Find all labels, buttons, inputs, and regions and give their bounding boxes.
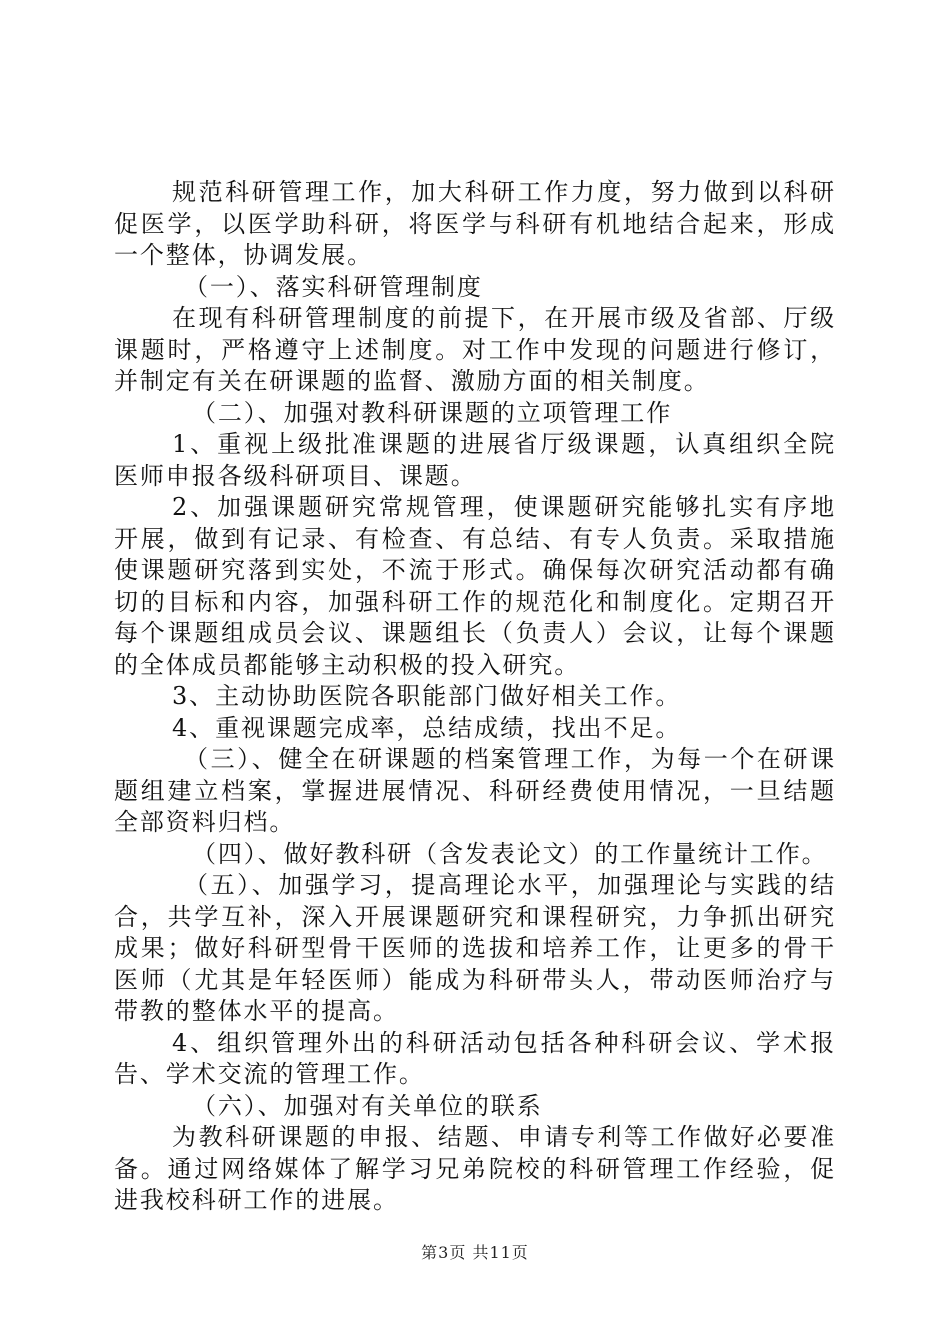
section-heading-4: （四）、做好教科研（含发表论文）的工作量统计工作。 xyxy=(192,839,828,868)
paragraph-intro: 规范科研管理工作，加大科研工作力度，努力做到以科研促医学，以医学助科研，将医学与科研有机地结合起来，形成一个整体，协调发展。 xyxy=(114,178,836,269)
paragraph-section-6: 为教科研课题的申报、结题、申请专利等工作做好必要准备。通过网络媒体了解学习兄弟院校的科研管理工作经验，促进我校科研工作的进展。 xyxy=(114,1123,836,1214)
paragraph-item-2: 2、加强课题研究常规管理，使课题研究能够扎实有序地开展，做到有记录、有检查、有总结、有专人负责。采取措施使课题研究落到实处，不流于形式。确保每次研究活动都有确切的目标和内容，加强科研工作的规范化和制度化。定期召开每个课题组成员会议、课题组长（负责人）会议，让每个课题的全体成员都能够主动积极的投入研究。 xyxy=(114,493,836,679)
section-heading-1: （一）、落实科研管理制度 xyxy=(184,272,483,301)
page-footer: 第3页 共11页 xyxy=(421,1243,529,1262)
paragraph-item-1: 1、重视上级批准课题的进展省厅级课题，认真组织全院医师申报各级科研项目、课题。 xyxy=(114,430,836,490)
paragraph-item-4: 4、重视课题完成率，总结成绩，找出不足。 xyxy=(172,713,682,742)
paragraph-item-3: 3、主动协助医院各职能部门做好相关工作。 xyxy=(172,682,682,710)
document-body xyxy=(114,177,836,1217)
paragraph-section-1: 在现有科研管理制度的前提下，在开展市级及省部、厅级课题时，严格遵守上述制度。对工作中发现的问题进行修订，并制定有关在研课题的监督、激励方面的相关制度。 xyxy=(114,304,836,395)
section-heading-5: （五）、加强学习，提高理论水平，加强理论与实践的结合，共学互补，深入开展课题研究和课程研究，力争抓出研究成果；做好科研型骨干医师的选拔和培养工作，让更多的骨干医师（尤其是年轻医师）能成为科研带头人，带动医师治疗与带教的整体水平的提高。 xyxy=(114,871,836,1025)
paragraph-item-4b: 4、组织管理外出的科研活动包括各种科研会议、学术报告、学术交流的管理工作。 xyxy=(114,1028,836,1088)
section-heading-6: （六）、加强对有关单位的联系 xyxy=(192,1091,543,1120)
section-heading-3: （三）、健全在研课题的档案管理工作，为每一个在研课题组建立档案，掌握进展情况、科研经费使用情况，一旦结题全部资料归档。 xyxy=(114,745,836,836)
section-heading-2: （二）、加强对教科研课题的立项管理工作 xyxy=(192,398,673,427)
